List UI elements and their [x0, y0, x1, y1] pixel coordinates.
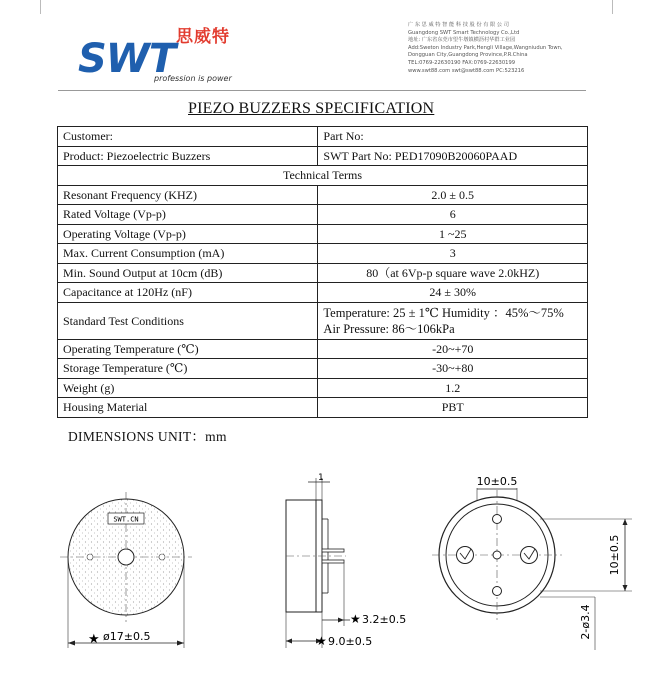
star-icon: ★: [350, 612, 361, 626]
part-no-cell: Part No:: [318, 127, 588, 147]
company-logo: [72, 22, 252, 86]
top-label-text: SWT.CN: [113, 515, 139, 524]
logo-chinese-name: 思威特: [176, 27, 230, 47]
company-line: TEL:0769-22630190 FAX:0769-22630199: [408, 59, 516, 66]
param-name: Rated Voltage (Vp-p): [58, 205, 318, 225]
param-value: 1.2: [318, 378, 588, 398]
arrow-head: [177, 641, 184, 646]
mount-hole: [493, 587, 502, 596]
product-cell: Product: Piezoelectric Buzzers: [58, 146, 318, 166]
side-view: [286, 473, 406, 648]
param-name: Standard Test Conditions: [58, 302, 318, 339]
star-icon: ★: [316, 634, 327, 648]
star-icon: ★: [88, 631, 100, 646]
table-row: [58, 185, 588, 205]
param-name: Resonant Frequency (KHZ): [58, 185, 318, 205]
param-name: Storage Temperature (℃): [58, 359, 318, 379]
table-row: [58, 339, 588, 359]
company-line: Guangdong SWT Smart Technology Co.,Ltd: [408, 29, 520, 36]
diameter-label: ø17±0.5: [103, 630, 151, 643]
swt-part-no-cell: SWT Part No: PED17090B20060PAAD: [318, 146, 588, 166]
param-name: Operating Temperature (℃): [58, 339, 318, 359]
arrow-head: [68, 641, 75, 646]
arrow-head: [286, 639, 292, 644]
spec-table: [57, 126, 588, 418]
param-value: [318, 302, 588, 339]
width-label: 10±0.5: [476, 475, 518, 488]
table-row: [58, 244, 588, 264]
crop-mark-left: [40, 0, 41, 14]
table-row: [58, 283, 588, 303]
table-row: [58, 302, 588, 339]
dimension-drawing: [0, 440, 654, 672]
table-row: [58, 398, 588, 418]
marker-dot: [159, 554, 165, 560]
logo-tagline: profession is power: [154, 74, 232, 83]
param-value: -30~+80: [318, 359, 588, 379]
back-view: [432, 475, 632, 650]
top-view: [60, 492, 192, 648]
company-line: www.swt88.com swt@swt88.com PC:523216: [408, 67, 525, 74]
company-line: Dongguan City,Guangdong Province,P.R.China: [408, 52, 528, 59]
arrow-head: [623, 585, 628, 591]
table-row: [58, 146, 588, 166]
table-row: [58, 166, 588, 186]
table-row: [58, 359, 588, 379]
param-name: Max. Current Consumption (mA): [58, 244, 318, 264]
param-value: -20~+70: [318, 339, 588, 359]
param-name: Capacitance at 120Hz (nF): [58, 283, 318, 303]
param-value: 1 ~25: [318, 224, 588, 244]
table-row: [58, 224, 588, 244]
param-value: 24 ± 30%: [318, 283, 588, 303]
section-header: Technical Terms: [58, 166, 588, 186]
sound-hole: [118, 549, 134, 565]
dimensions-heading: DIMENSIONS UNIT：mm: [68, 429, 227, 444]
param-name: Operating Voltage (Vp-p): [58, 224, 318, 244]
param-name: Min. Sound Output at 10cm (dB): [58, 263, 318, 283]
test-condition-line: Temperature: 25 ± 1℃ Humidity ：45%～75%: [323, 305, 564, 320]
param-value: 6: [318, 205, 588, 225]
hole-label: 2-ø3.4: [579, 604, 592, 640]
crop-mark-right: [612, 0, 613, 14]
test-condition-line: Air Pressure: 86～106kPa: [323, 321, 455, 336]
customer-cell: Customer:: [58, 127, 318, 147]
pin-length-label: 3.2±0.5: [362, 613, 407, 626]
company-line: 广 东 思 威 特 智 能 科 技 股 份 有 限 公 司: [408, 22, 509, 28]
document-title: PIEZO BUZZERS SPECIFICATION: [188, 100, 435, 117]
company-info: [408, 22, 648, 75]
param-value: PBT: [318, 398, 588, 418]
mount-hole: [493, 515, 502, 524]
param-value: 80（at 6Vp-p square wave 2.0kHZ): [318, 263, 588, 283]
height-label: 10±0.5: [608, 534, 621, 576]
company-line: 地址: 广东省东莞市望牛墩镇横沥村华群工业园: [408, 37, 516, 44]
logo-brand: SWT: [78, 36, 176, 82]
param-value: 3: [318, 244, 588, 264]
arrow-head: [623, 519, 628, 525]
param-name: Housing Material: [58, 398, 318, 418]
param-name: Weight (g): [58, 378, 318, 398]
company-line: Add:Sweton Industry Park,Hengli Village,Wangniudun Town,: [408, 44, 563, 51]
arrow-head: [338, 618, 344, 623]
top-thickness-label: 1: [318, 473, 324, 483]
header-divider: [58, 90, 586, 91]
param-value: 2.0 ± 0.5: [318, 185, 588, 205]
center-hole: [493, 551, 501, 559]
height-label: 9.0±0.5: [328, 635, 373, 648]
table-row: [58, 127, 588, 147]
pin: [322, 549, 344, 552]
table-row: [58, 378, 588, 398]
pin: [322, 560, 344, 563]
table-row: [58, 263, 588, 283]
marker-dot: [87, 554, 93, 560]
table-row: [58, 205, 588, 225]
